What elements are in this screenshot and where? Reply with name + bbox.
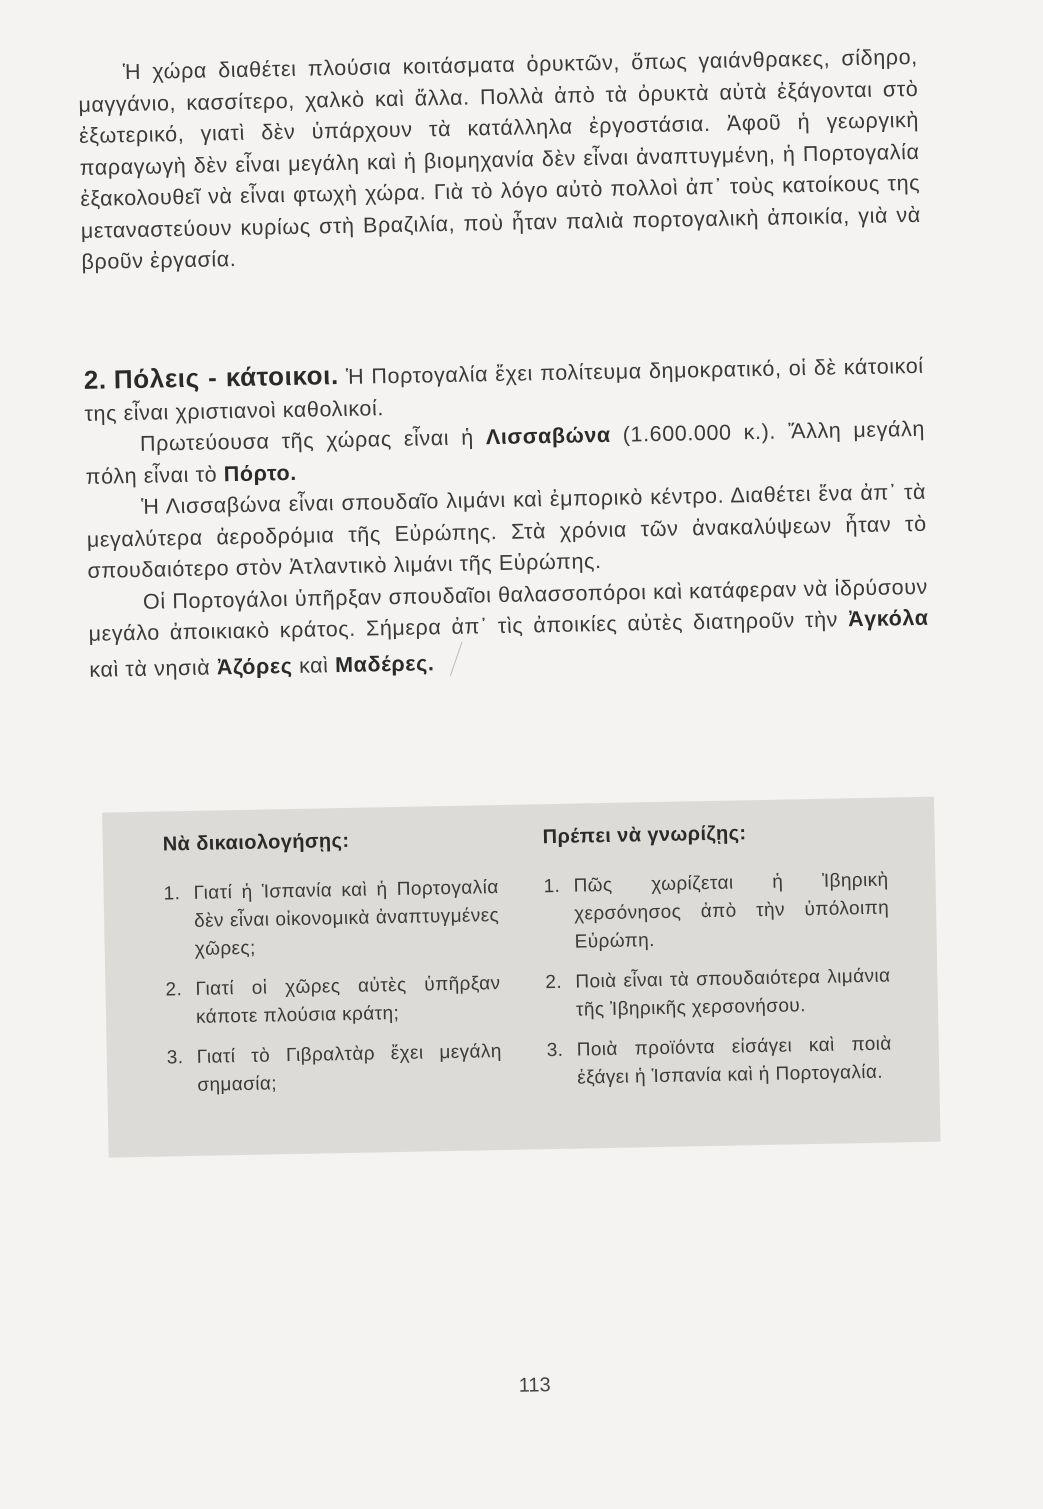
item-text: Γιατί οἱ χῶρες αὐτὲς ὑπῆρξαν κάποτε πλούσια κράτη; <box>195 973 501 1028</box>
item-text: Πῶς χωρίζεται ἡ Ἰβηρικὴ χερσόνησος ἀπὸ τὴν ὑπόλοιπη Εὐρώπη. <box>573 869 890 953</box>
know-column <box>542 820 892 1106</box>
place-azores: Ἀζόρες <box>216 653 293 679</box>
item-text: Γιατί ἡ Ἱσπανία καὶ ἡ Πορτογαλία δὲν εἶναι οἰκονομικὰ ἀναπτυγμένες χῶρες; <box>193 877 500 960</box>
item-number: 2. <box>165 979 183 1001</box>
city-lisbon: Λισσαβώνα <box>485 422 611 450</box>
justify-column <box>163 827 503 1112</box>
justify-list <box>163 874 502 1100</box>
section-text-1: Ἡ Πορτογαλία ἔχει πολίτευμα δημοκρατικό, οἱ δὲ κάτοικοί της εἶναι χριστιανοὶ καθολικοί. <box>84 353 924 426</box>
connector-and: καὶ <box>298 652 329 678</box>
exercise-box <box>102 797 940 1158</box>
list-item <box>543 867 890 958</box>
item-text: Γιατί τὸ Γιβραλτὰρ ἔχει μεγάλη σημασία; <box>196 1041 502 1096</box>
justify-heading: Νὰ δικαιολογήσῃς: <box>162 829 350 856</box>
item-number: 3. <box>166 1047 184 1069</box>
item-number: 1. <box>543 875 561 898</box>
capital-sentence: Πρωτεύουσα τῆς χώρας εἶναι ἡ <box>139 425 475 456</box>
section-paragraph-4 <box>88 571 930 686</box>
know-list <box>543 867 892 1094</box>
list-item <box>167 1038 503 1100</box>
list-item <box>163 874 500 964</box>
section-paragraph-3: Ἡ Λισσαβώνα εἶναι σπουδαῖο λιμάνι καὶ ἐμπορικὸ κέντρο. Διαθέτει ἕνα ἀπ᾽ τὰ μεγαλύτερα ἀεροδρόμια τῆς Εὐρώπης. Στὰ χρόνια τῶν ἀνακαλύψεων ἦταν τὸ σπουδαιότερο στὸν Ἀτλαντικὸ λιμάνι τῆς Εὐρώπης. <box>86 479 927 583</box>
section-cities-inhabitants <box>83 349 929 687</box>
colonies-sentence: Οἱ Πορτογάλοι ὑπῆρξαν σπουδαῖοι θαλασσοπόροι καὶ κατάφεραν νὰ ἱδρύσουν μεγάλο ἀποικιακὸ κράτος. Σήμερα ἀπ᾽ τὶς ἀποικίες αὐτὲς διατηροῦν τὴν <box>88 574 929 646</box>
item-number: 1. <box>163 883 181 905</box>
item-number: 3. <box>546 1039 564 1062</box>
list-item <box>545 963 891 1026</box>
list-item <box>165 970 501 1032</box>
item-text: Ποιὰ εἶναι τὰ σπουδαιότερα λιμάνια τῆς Ἰβηρικῆς χερσονήσου. <box>575 965 891 1021</box>
section-title: Πόλεις - κάτοικοι. <box>113 360 340 395</box>
section-number: 2. <box>83 364 107 395</box>
pencil-mark <box>450 641 480 681</box>
intro-paragraph <box>78 42 922 279</box>
place-angola: Ἀγκόλα <box>847 605 929 632</box>
intro-text: Ἡ χώρα διαθέτει πλούσια κοιτάσματα ὀρυκτῶν, ὅπως γαιάνθρακες, σίδηρο, μαγγάνιο, κασσίτερο, χαλκὸ καὶ ἄλλα. Πολλὰ ἀπὸ τὰ ὀρυκτὰ αὐτὰ ἐξάγονται στὸ ἐξωτερικό, γιατὶ δὲν ὑπάρχουν τὰ κατάλληλα ἐργοστάσια. Ἀφοῦ ἡ γεωργικὴ παραγωγὴ δὲν εἶναι μεγάλη καὶ ἡ βιομηχανία δὲν εἶναι ἀναπτυγμένη, ἡ Πορτογαλία ἐξακολουθεῖ νὰ εἶναι φτωχὴ χώρα. Γιὰ τὸ λόγο αὐτὸ πολλοὶ ἀπ᾽ τοὺς κατοίκους της μεταναστεύουν κυρίως στὴ Βραζιλία, ποὺ ἦταν παλιὰ πορτογαλικὴ ἀποικία, γιὰ νὰ βροῦν ἐργασία. <box>78 44 921 274</box>
page-number: 113 <box>518 1374 551 1397</box>
list-item <box>546 1031 892 1094</box>
city-porto: Πόρτο. <box>223 460 298 486</box>
population-sentence: (1.600.000 κ.). Ἄλλη μεγάλη πόλη εἶναι τὸ <box>85 416 926 489</box>
item-text: Ποιὰ προϊόντα εἰσάγει καὶ ποιὰ ἐξάγει ἡ Ἱσπανία καὶ ἡ Πορτογαλία. <box>576 1033 892 1089</box>
item-number: 2. <box>545 971 563 994</box>
connector-islands: καὶ τὰ νησιὰ <box>89 655 211 682</box>
know-heading: Πρέπει νὰ γνωρίζῃς: <box>542 822 747 849</box>
place-madeira: Μαδέρες. <box>334 650 435 677</box>
